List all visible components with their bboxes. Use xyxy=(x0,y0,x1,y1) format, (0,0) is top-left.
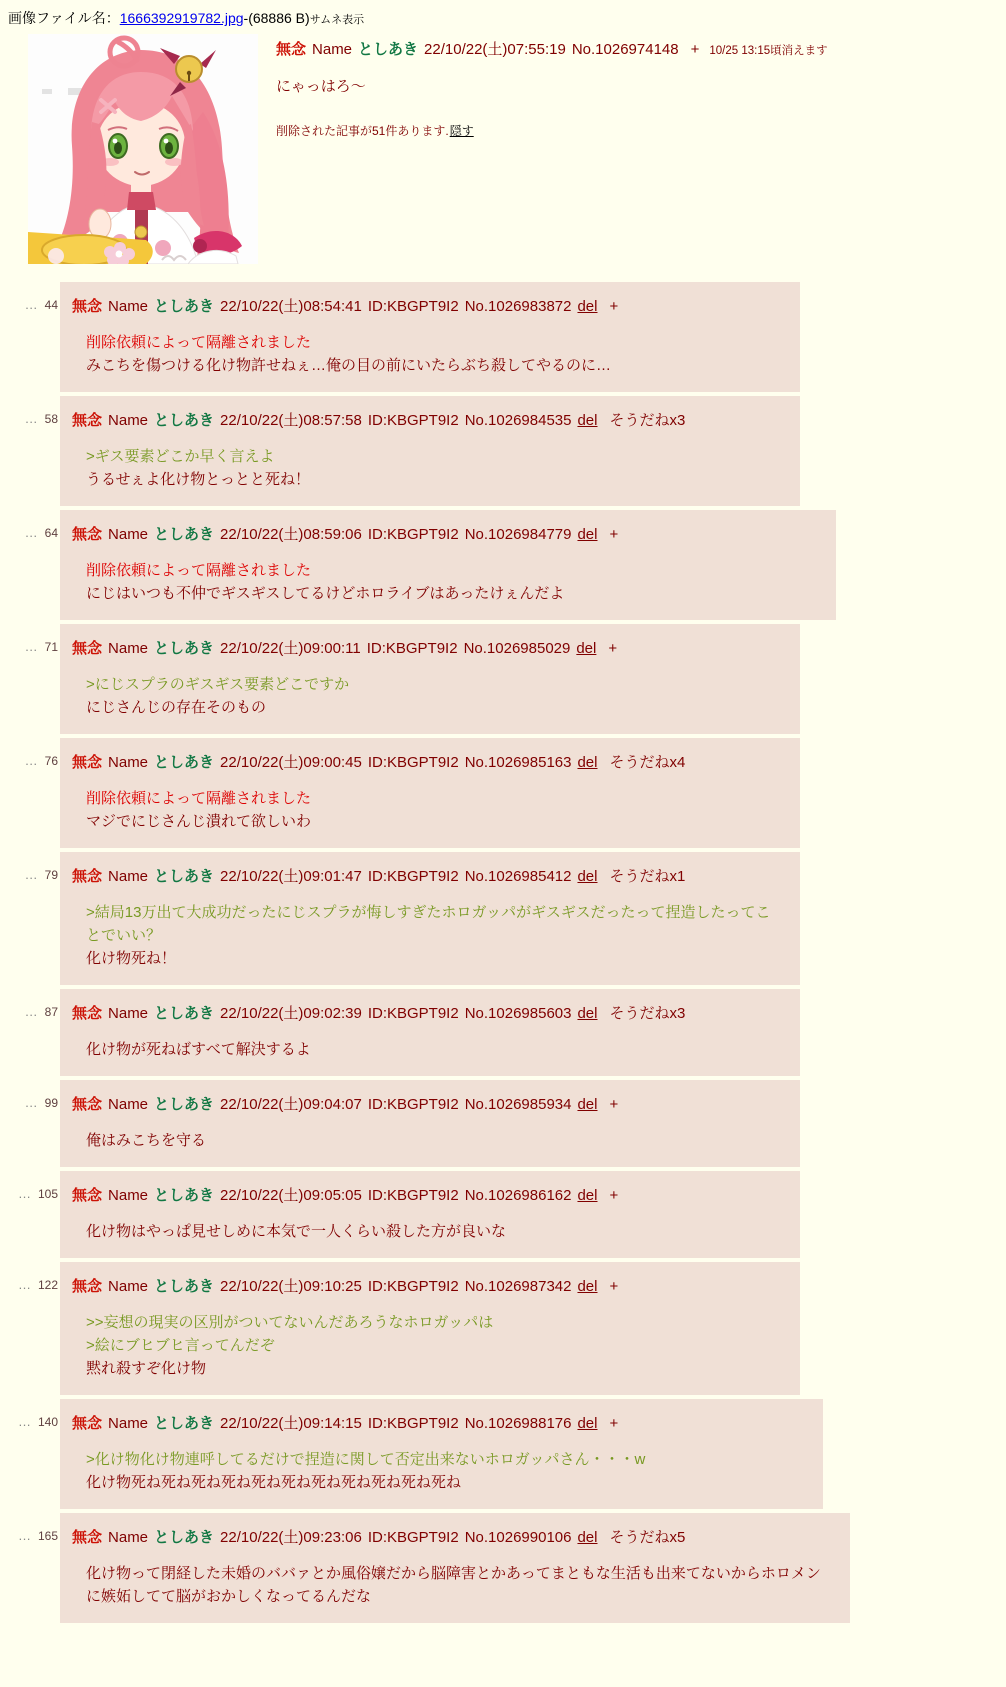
reply-line-deleted: 削除依頼によって隔離されました xyxy=(86,790,312,807)
reply-line-normal: マジでにじさんじ潰れて欲しいわ xyxy=(86,813,312,830)
reply-body xyxy=(86,673,780,719)
reply-name-label: Name xyxy=(108,412,149,429)
del-link[interactable]: del xyxy=(577,1096,598,1113)
reply-id: ID:KBGPT9I2 xyxy=(366,640,458,657)
reply-id: ID:KBGPT9I2 xyxy=(367,412,459,429)
reply-menu-dots[interactable]: … xyxy=(24,1004,39,1019)
reply-menu-dots[interactable]: … xyxy=(17,1186,32,1201)
reply-subject: 無念 xyxy=(72,1529,103,1546)
reply-id: ID:KBGPT9I2 xyxy=(367,1096,459,1113)
reply-post xyxy=(0,989,1006,1076)
reply-name: としあき xyxy=(154,868,215,885)
reply-line-normal: にじはいつも不仲でギスギスしてるけどホロライブはあったけぇんだよ xyxy=(86,585,565,602)
reply-name: としあき xyxy=(154,1529,215,1546)
reply-gutter xyxy=(0,1399,58,1429)
reply-post-number: No.1026985029 xyxy=(463,640,571,657)
reply-body xyxy=(86,1562,830,1608)
reply-id: ID:KBGPT9I2 xyxy=(367,1278,459,1295)
thumbnail-mode-label: サムネ表示 xyxy=(309,14,365,26)
reply-header xyxy=(72,1526,830,1547)
reply-menu-dots[interactable]: … xyxy=(24,297,39,312)
reply-id: ID:KBGPT9I2 xyxy=(367,298,459,315)
reply-post-number: No.1026985934 xyxy=(464,1096,572,1113)
soudane-reaction[interactable]: そうだねx3 xyxy=(609,412,686,429)
reply-header xyxy=(72,295,780,316)
reply-box xyxy=(60,1262,800,1395)
reply-line-quote: >絵にブヒブヒ言ってんだぞ xyxy=(86,1337,275,1354)
reply-name: としあき xyxy=(154,298,215,315)
reply-index: 87 xyxy=(44,1005,58,1019)
reply-header xyxy=(72,637,780,658)
reply-post-number: No.1026984535 xyxy=(464,412,572,429)
reply-gutter xyxy=(0,1513,58,1543)
reply-line-deleted: 削除依頼によって隔離されました xyxy=(86,334,312,351)
reply-line-normal: うるせぇよ化け物とっとと死ね！ xyxy=(86,471,310,488)
reply-datetime: 22/10/22(土)09:10:25 xyxy=(220,1278,362,1295)
reply-line-normal: 化け物って閉経した未婚のババァとか風俗嬢だから脳障害とかあってまともな生活も出来てないからホロメンに嫉妬してて脳がおかしくなってるんだな xyxy=(86,1565,821,1605)
reply-gutter xyxy=(0,1080,58,1110)
reply-menu-dots[interactable]: … xyxy=(17,1414,32,1429)
reply-index: 122 xyxy=(37,1278,58,1292)
reply-line-normal: 化け物死ね死ね死ね死ね死ね死ね死ね死ね死ね死ね死ね xyxy=(86,1474,462,1491)
reply-subject: 無念 xyxy=(72,754,103,771)
soudane-reaction[interactable]: + xyxy=(609,1278,619,1295)
del-link[interactable]: del xyxy=(577,1278,598,1295)
reply-header xyxy=(72,523,816,544)
reply-menu-dots[interactable]: … xyxy=(24,867,39,882)
op-post xyxy=(28,34,1006,264)
reply-name: としあき xyxy=(154,640,215,657)
reply-subject: 無念 xyxy=(72,1096,103,1113)
del-link[interactable]: del xyxy=(577,1187,598,1204)
reply-name: としあき xyxy=(154,1005,215,1022)
reply-post xyxy=(0,1171,1006,1258)
reply-name: としあき xyxy=(154,1096,215,1113)
reply-post-number: No.1026983872 xyxy=(464,298,572,315)
reply-post-number: No.1026985163 xyxy=(464,754,572,771)
reply-post xyxy=(0,1262,1006,1395)
del-link[interactable]: del xyxy=(577,298,598,315)
reply-gutter xyxy=(0,624,58,654)
reply-subject: 無念 xyxy=(72,298,103,315)
op-datetime: 22/10/22(土)07:55:19 xyxy=(424,41,566,58)
reply-box xyxy=(60,989,800,1076)
reply-header xyxy=(72,751,780,772)
reply-name: としあき xyxy=(154,754,215,771)
reply-name-label: Name xyxy=(108,1096,149,1113)
reply-box xyxy=(60,1513,850,1623)
reply-menu-dots[interactable]: … xyxy=(24,753,39,768)
reply-menu-dots[interactable]: … xyxy=(17,1277,32,1292)
reply-body xyxy=(86,1448,803,1494)
reply-box xyxy=(60,1080,800,1167)
soudane-reaction[interactable]: + xyxy=(609,526,619,543)
reply-id: ID:KBGPT9I2 xyxy=(367,1529,459,1546)
reply-index: 76 xyxy=(44,754,58,768)
reply-header xyxy=(72,1275,780,1296)
reply-id: ID:KBGPT9I2 xyxy=(367,868,459,885)
reply-id: ID:KBGPT9I2 xyxy=(367,1415,459,1432)
reply-name-label: Name xyxy=(108,1278,149,1295)
reply-subject: 無念 xyxy=(72,1278,103,1295)
reply-post-number: No.1026984779 xyxy=(464,526,572,543)
reply-body xyxy=(86,1311,780,1380)
del-link[interactable]: del xyxy=(577,868,598,885)
reply-line-normal: 俺はみこちを守る xyxy=(86,1132,207,1149)
reply-name: としあき xyxy=(154,412,215,429)
reply-datetime: 22/10/22(土)09:23:06 xyxy=(220,1529,362,1546)
reply-datetime: 22/10/22(土)09:02:39 xyxy=(220,1005,362,1022)
reply-index: 140 xyxy=(37,1415,58,1429)
reply-box xyxy=(60,1171,800,1258)
reply-line-quote: >にじスプラのギスギス要素どこですか xyxy=(86,676,350,693)
reply-name: としあき xyxy=(154,526,215,543)
reply-gutter xyxy=(0,989,58,1019)
reply-line-normal: 黙れ殺すぞ化け物 xyxy=(86,1360,207,1377)
del-link[interactable]: del xyxy=(577,412,598,429)
deleted-records-text: 削除された記事が51件あります. xyxy=(276,124,449,138)
reply-line-quote: >>妄想の現実の区別がついてないんだあろうなホロガッパは xyxy=(86,1314,494,1331)
reply-index: 64 xyxy=(44,526,58,540)
reply-id: ID:KBGPT9I2 xyxy=(367,526,459,543)
reply-gutter xyxy=(0,852,58,882)
reply-line-quote: >結局13万出て大成功だったにじスプラが悔しすぎたホロガッパがギスギスだったって捏造したってことでいい？ xyxy=(86,904,771,944)
reply-box xyxy=(60,624,800,734)
reply-line-normal: 化け物はやっぱ見せしめに本気で一人くらい殺した方が良いな xyxy=(86,1223,507,1240)
reply-index: 165 xyxy=(37,1529,58,1543)
reply-datetime: 22/10/22(土)08:59:06 xyxy=(220,526,362,543)
reply-post xyxy=(0,510,1006,620)
reply-datetime: 22/10/22(土)09:00:45 xyxy=(220,754,362,771)
reply-id: ID:KBGPT9I2 xyxy=(367,754,459,771)
soudane-reaction[interactable]: + xyxy=(609,298,619,315)
reply-post xyxy=(0,852,1006,985)
soudane-reaction[interactable]: そうだねx4 xyxy=(609,754,686,771)
reply-line-deleted: 削除依頼によって隔離されました xyxy=(86,562,312,579)
reply-index: 58 xyxy=(44,412,58,426)
reply-name-label: Name xyxy=(108,640,149,657)
reply-id: ID:KBGPT9I2 xyxy=(367,1005,459,1022)
reply-datetime: 22/10/22(土)09:00:11 xyxy=(220,640,361,657)
reply-subject: 無念 xyxy=(72,1005,103,1022)
del-link[interactable]: del xyxy=(577,526,598,543)
reply-index: 99 xyxy=(44,1096,58,1110)
reply-gutter xyxy=(0,396,58,426)
del-link[interactable]: del xyxy=(576,640,597,657)
reply-subject: 無念 xyxy=(72,1415,103,1432)
reply-name: としあき xyxy=(154,1187,215,1204)
op-name-label: Name xyxy=(312,41,353,58)
reply-post xyxy=(0,1080,1006,1167)
hide-deleted-link[interactable]: 隠す xyxy=(449,124,474,138)
reply-subject: 無念 xyxy=(72,1187,103,1204)
reply-line-normal: にじさんじの存在そのもの xyxy=(86,699,267,716)
file-info-line xyxy=(8,8,1006,28)
reply-name-label: Name xyxy=(108,298,149,315)
reply-subject: 無念 xyxy=(72,640,103,657)
reply-datetime: 22/10/22(土)09:04:07 xyxy=(220,1096,362,1113)
reply-index: 79 xyxy=(44,868,58,882)
reply-box xyxy=(60,1399,823,1509)
reply-datetime: 22/10/22(土)08:57:58 xyxy=(220,412,362,429)
reply-subject: 無念 xyxy=(72,412,103,429)
reply-header xyxy=(72,865,780,886)
reply-post xyxy=(0,1399,1006,1509)
reply-menu-dots[interactable]: … xyxy=(17,1528,32,1543)
reply-line-quote: >ギス要素どこか早く言えよ xyxy=(86,448,275,465)
reply-post-number: No.1026990106 xyxy=(464,1529,572,1546)
reply-box xyxy=(60,396,800,506)
op-subject: 無念 xyxy=(276,41,307,58)
reply-post xyxy=(0,624,1006,734)
reply-subject: 無念 xyxy=(72,868,103,885)
del-link[interactable]: del xyxy=(577,754,598,771)
op-name: としあき xyxy=(358,41,419,58)
reply-header xyxy=(72,1093,780,1114)
reply-menu-dots[interactable]: … xyxy=(24,639,39,654)
soudane-reaction[interactable]: + xyxy=(608,640,618,657)
op-body-text: にゃっはろ～ xyxy=(276,78,366,95)
soudane-plus-button[interactable]: + xyxy=(690,41,700,58)
reply-menu-dots[interactable]: … xyxy=(24,1095,39,1110)
soudane-reaction[interactable]: + xyxy=(609,1415,619,1432)
reply-body xyxy=(86,1129,780,1152)
deleted-records-notice xyxy=(276,122,828,139)
reply-post-number: No.1026986162 xyxy=(464,1187,572,1204)
reply-body xyxy=(86,787,780,833)
reply-gutter xyxy=(0,1262,58,1292)
op-thumbnail-image[interactable] xyxy=(28,34,258,264)
reply-body xyxy=(86,1220,780,1243)
reply-name: としあき xyxy=(154,1415,215,1432)
reply-name-label: Name xyxy=(108,1005,149,1022)
del-link[interactable]: del xyxy=(577,1415,598,1432)
soudane-reaction[interactable]: そうだねx1 xyxy=(609,868,686,885)
reply-name: としあき xyxy=(154,1278,215,1295)
reply-name-label: Name xyxy=(108,1187,149,1204)
reply-header xyxy=(72,1412,803,1433)
reply-datetime: 22/10/22(土)09:05:05 xyxy=(220,1187,362,1204)
reply-name-label: Name xyxy=(108,526,149,543)
reply-list xyxy=(0,282,1006,1623)
reply-post-number: No.1026985412 xyxy=(464,868,572,885)
soudane-reaction[interactable]: そうだねx3 xyxy=(609,1005,686,1022)
reply-index: 105 xyxy=(37,1187,58,1201)
reply-body xyxy=(86,559,816,605)
reply-id: ID:KBGPT9I2 xyxy=(367,1187,459,1204)
reply-post xyxy=(0,396,1006,506)
file-link[interactable]: 1666392919782.jpg xyxy=(119,10,244,26)
soudane-reaction[interactable]: + xyxy=(609,1187,619,1204)
reply-gutter xyxy=(0,282,58,312)
reply-header xyxy=(72,1184,780,1205)
reply-index: 71 xyxy=(44,640,58,654)
reply-post xyxy=(0,282,1006,392)
reply-datetime: 22/10/22(土)09:14:15 xyxy=(220,1415,362,1432)
reply-box xyxy=(60,852,800,985)
op-post-number: No.1026974148 xyxy=(571,41,679,58)
reply-index: 44 xyxy=(44,298,58,312)
reply-header xyxy=(72,409,780,430)
reply-name-label: Name xyxy=(108,1415,149,1432)
reply-line-normal: 化け物死ね！ xyxy=(86,950,177,967)
reply-name-label: Name xyxy=(108,1529,149,1546)
reply-line-normal: 化け物が死ねばすべて解決するよ xyxy=(86,1041,311,1058)
op-expiry-notice: 10/25 13:15頃消えます xyxy=(709,45,828,57)
del-link[interactable]: del xyxy=(577,1529,598,1546)
reply-menu-dots[interactable]: … xyxy=(24,411,39,426)
reply-name-label: Name xyxy=(108,754,149,771)
reply-menu-dots[interactable]: … xyxy=(24,525,39,540)
soudane-reaction[interactable]: + xyxy=(609,1096,619,1113)
reply-gutter xyxy=(0,1171,58,1201)
reply-post-number: No.1026988176 xyxy=(464,1415,572,1432)
op-content xyxy=(276,34,828,264)
reply-body xyxy=(86,445,780,491)
del-link[interactable]: del xyxy=(577,1005,598,1022)
reply-header xyxy=(72,1002,780,1023)
reply-post-number: No.1026987342 xyxy=(464,1278,572,1295)
soudane-reaction[interactable]: そうだねx5 xyxy=(609,1529,686,1546)
reply-line-quote: >化け物化け物連呼してるだけで捏造に関して否定出来ないホロガッパさん・・・w xyxy=(86,1451,646,1468)
reply-body xyxy=(86,1038,780,1061)
file-info-label: 画像ファイル名： xyxy=(8,10,120,26)
reply-datetime: 22/10/22(土)08:54:41 xyxy=(220,298,362,315)
reply-post xyxy=(0,1513,1006,1623)
reply-name-label: Name xyxy=(108,868,149,885)
reply-datetime: 22/10/22(土)09:01:47 xyxy=(220,868,362,885)
reply-gutter xyxy=(0,738,58,768)
reply-post xyxy=(0,738,1006,848)
reply-box xyxy=(60,282,800,392)
file-size: -(68886 B) xyxy=(243,10,310,26)
reply-gutter xyxy=(0,510,58,540)
anime-girl-illustration xyxy=(28,34,258,264)
reply-box xyxy=(60,510,836,620)
reply-line-normal: みこちを傷つける化け物許せねぇ…俺の目の前にいたらぶち殺してやるのに… xyxy=(86,357,612,374)
reply-body xyxy=(86,901,780,970)
reply-subject: 無念 xyxy=(72,526,103,543)
reply-box xyxy=(60,738,800,848)
op-header xyxy=(276,38,828,59)
reply-post-number: No.1026985603 xyxy=(464,1005,572,1022)
reply-body xyxy=(86,331,780,377)
